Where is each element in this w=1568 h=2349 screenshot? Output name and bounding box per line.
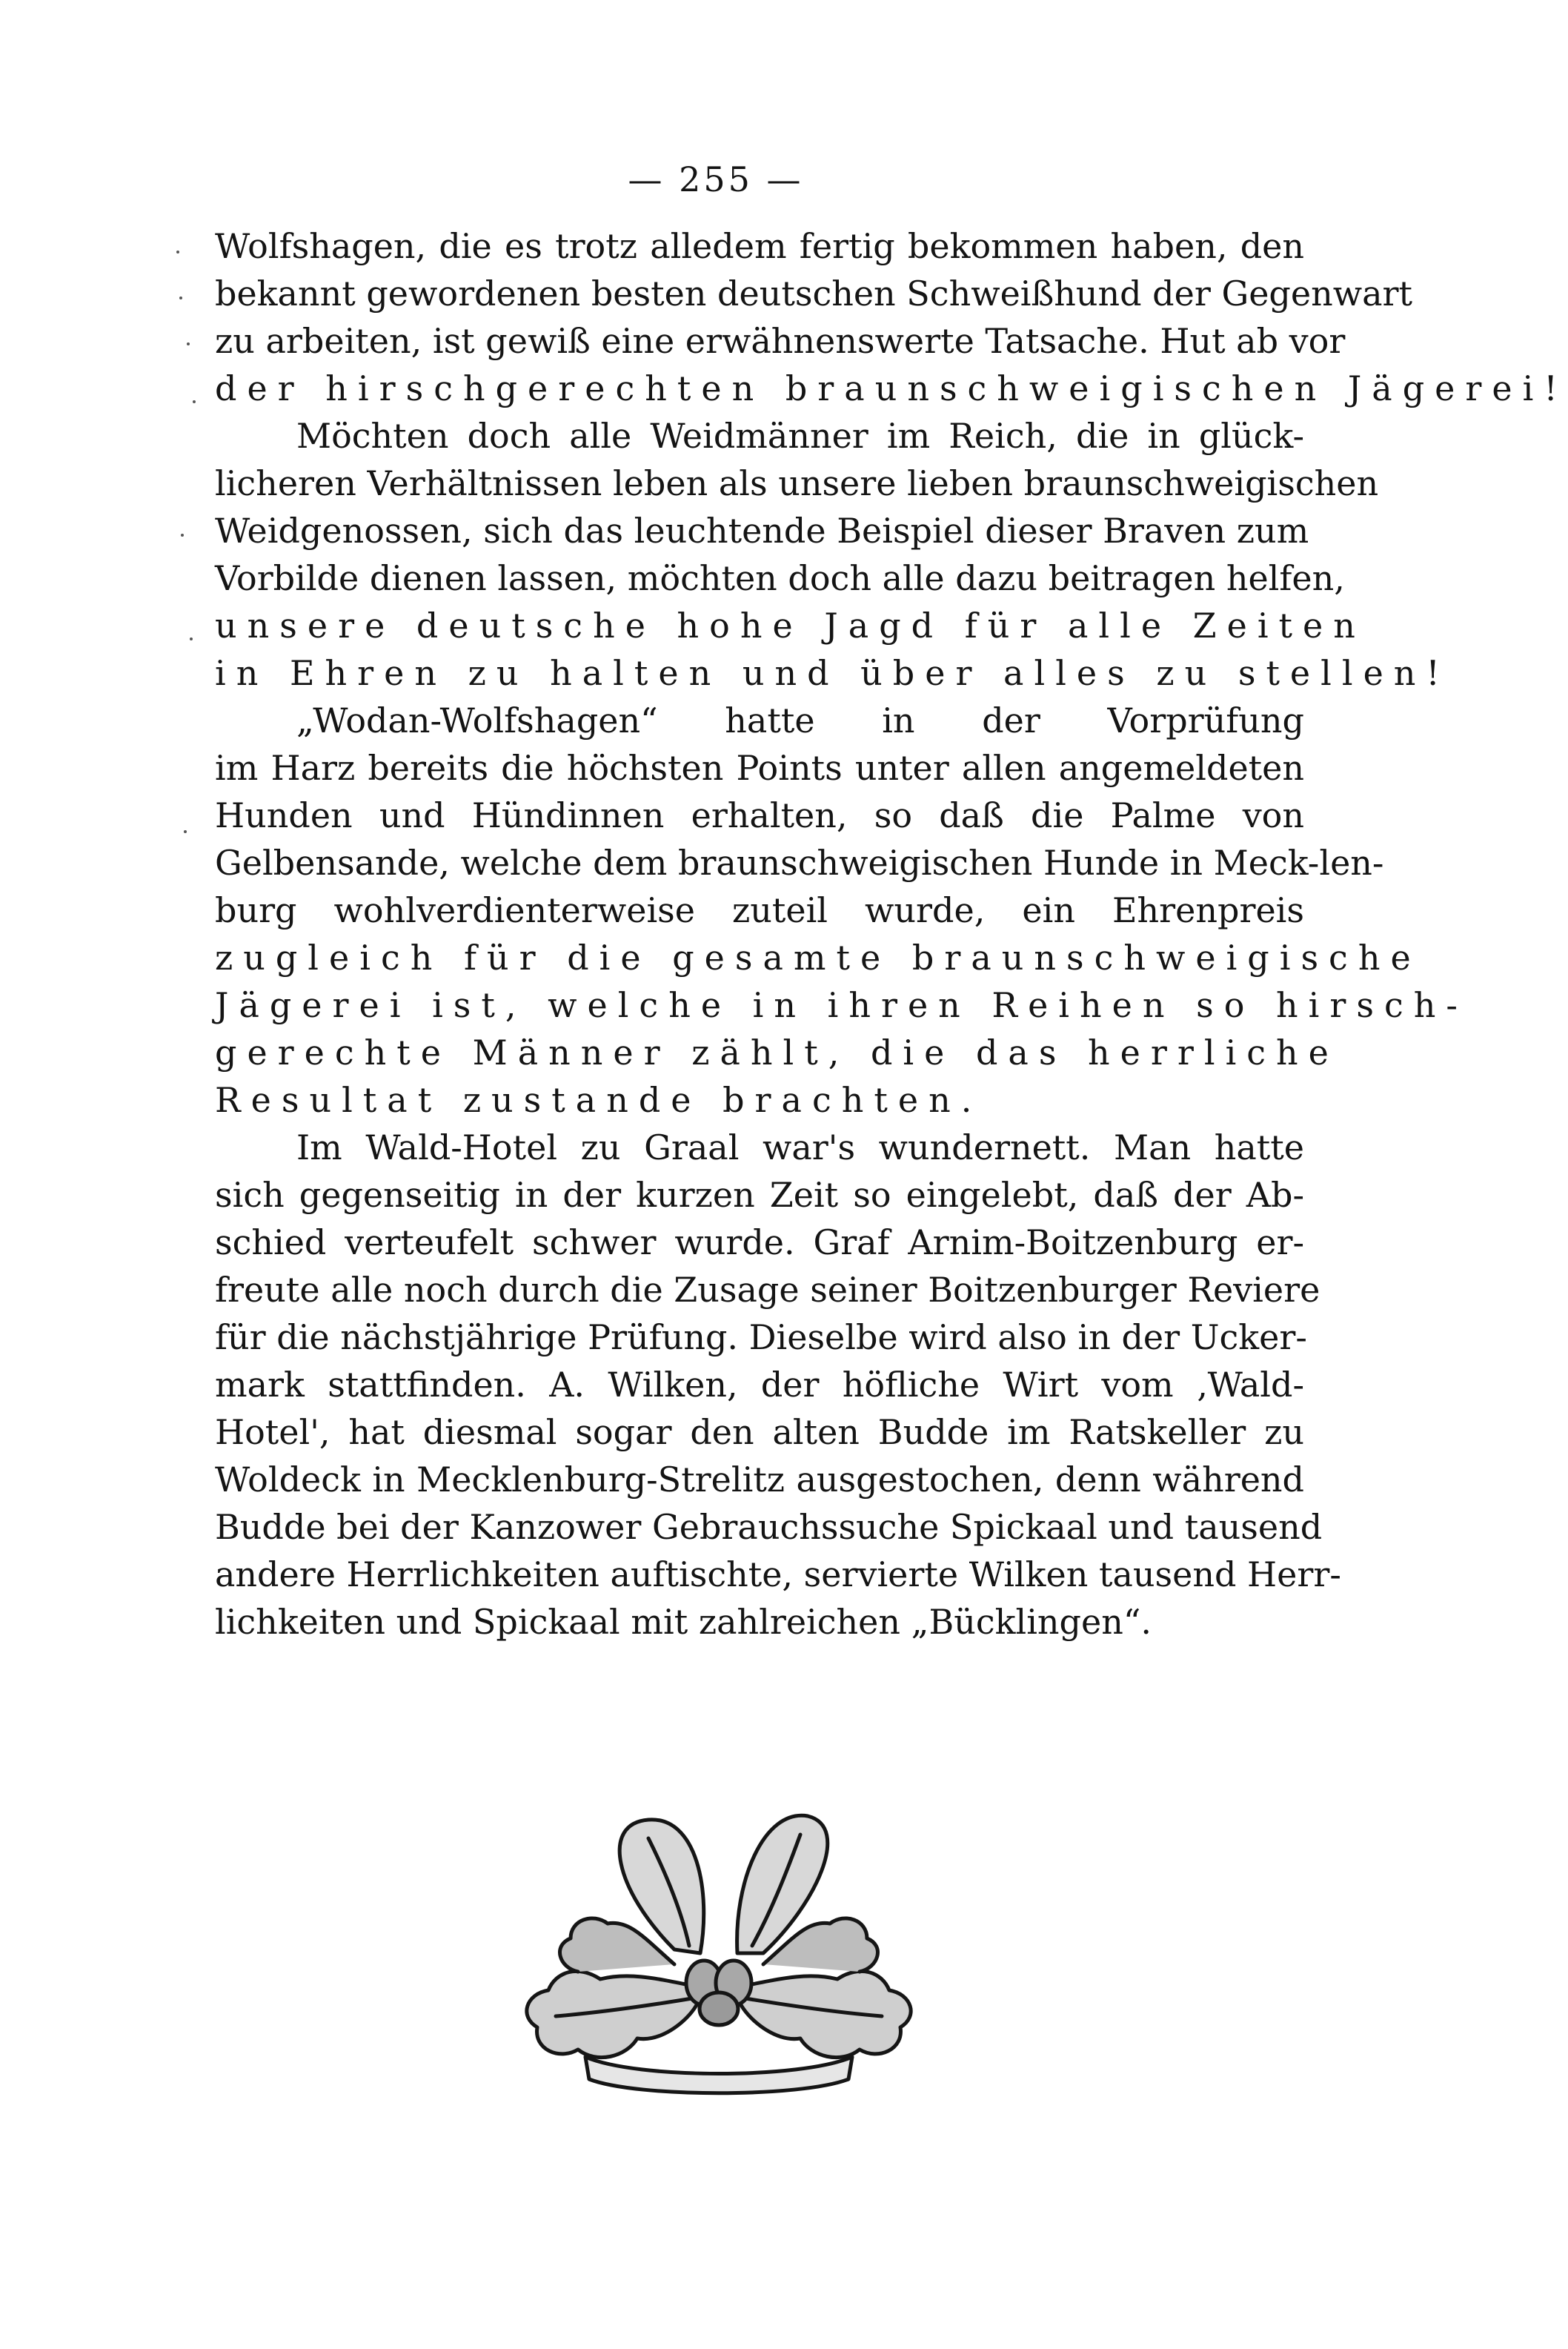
text-line: Gelbensande, welche dem braunschweigischen Hunde in Meck-len- (215, 843, 1384, 883)
text-line: „Wodan-Wolfshagen“ hatte in der Vorprüfung (296, 700, 1304, 741)
text-line: andere Herrlichkeiten auftischte, servierte Wilken tausend Herr- (215, 1554, 1341, 1594)
text-line: Hunden und Hündinnen erhalten, so daß die Palme von (215, 795, 1304, 835)
margin-marks (170, 222, 200, 964)
oak-leaf-ornament (489, 1794, 949, 2105)
text-line: burg wohlverdienterweise zuteil wurde, ein Ehrenpreis (215, 890, 1304, 930)
text-line: mark stattfinden. A. Wilken, der höfliche Wirt vom ‚Wald- (215, 1365, 1304, 1405)
text-line: lichkeiten und Spickaal mit zahlreichen „Bücklingen“. (215, 1602, 1152, 1642)
text-line: bekannt gewordenen besten deutschen Schweißhund der Gegenwart (215, 274, 1412, 314)
text-line: in Ehren zu halten und über alles zu stellen! (215, 653, 1450, 693)
text-line: Möchten doch alle Weidmänner im Reich, die in glück- (296, 416, 1304, 456)
text-line: im Harz bereits die höchsten Points unter allen angemeldeten (215, 748, 1304, 788)
text-line: zugleich für die gesamte braunschweigische (215, 938, 1421, 978)
text-line: sich gegenseitig in der kurzen Zeit so eingelebt, daß der Ab- (215, 1175, 1304, 1215)
text-line: freute alle noch durch die Zusage seiner Boitzenburger Reviere (215, 1270, 1320, 1310)
page-number: — 255 — (628, 159, 804, 199)
text-line: für die nächstjährige Prüfung. Dieselbe wird also in der Ucker- (215, 1317, 1307, 1357)
text-line: Jägerei ist, welche in ihren Reihen so hirsch- (215, 985, 1468, 1025)
text-line: Hotel', hat diesmal sogar den alten Budde im Ratskeller zu (215, 1412, 1304, 1452)
text-line: Vorbilde dienen lassen, möchten doch alle dazu beitragen helfen, (215, 558, 1345, 598)
text-line: der hirschgerechten braunschweigischen Jägerei! (215, 368, 1568, 408)
text-line: Woldeck in Mecklenburg-Strelitz ausgestochen, denn während (215, 1460, 1304, 1500)
text-line: Im Wald-Hotel zu Graal war's wundernett. Man hatte (296, 1127, 1304, 1167)
body-text (215, 222, 1568, 1646)
text-line: Resultat zustande brachten. (215, 1080, 983, 1120)
text-line: Wolfshagen, die es trotz alledem fertig bekommen haben, den (215, 226, 1304, 266)
text-line: licheren Verhältnissen leben als unsere lieben braunschweigischen (215, 463, 1379, 503)
text-line: zu arbeiten, ist gewiß eine erwähnenswerte Tatsache. Hut ab vor (215, 321, 1346, 361)
text-line: schied verteufelt schwer wurde. Graf Arnim-Boitzenburg er- (215, 1222, 1304, 1262)
text-line: unsere deutsche hohe Jagd für alle Zeiten (215, 606, 1366, 646)
text-line: Budde bei der Kanzower Gebrauchssuche Spickaal und tausend (215, 1507, 1323, 1547)
text-line: Weidgenossen, sich das leuchtende Beispiel dieser Braven zum (215, 511, 1309, 551)
text-line: gerechte Männer zählt, die das herrliche (215, 1033, 1339, 1073)
